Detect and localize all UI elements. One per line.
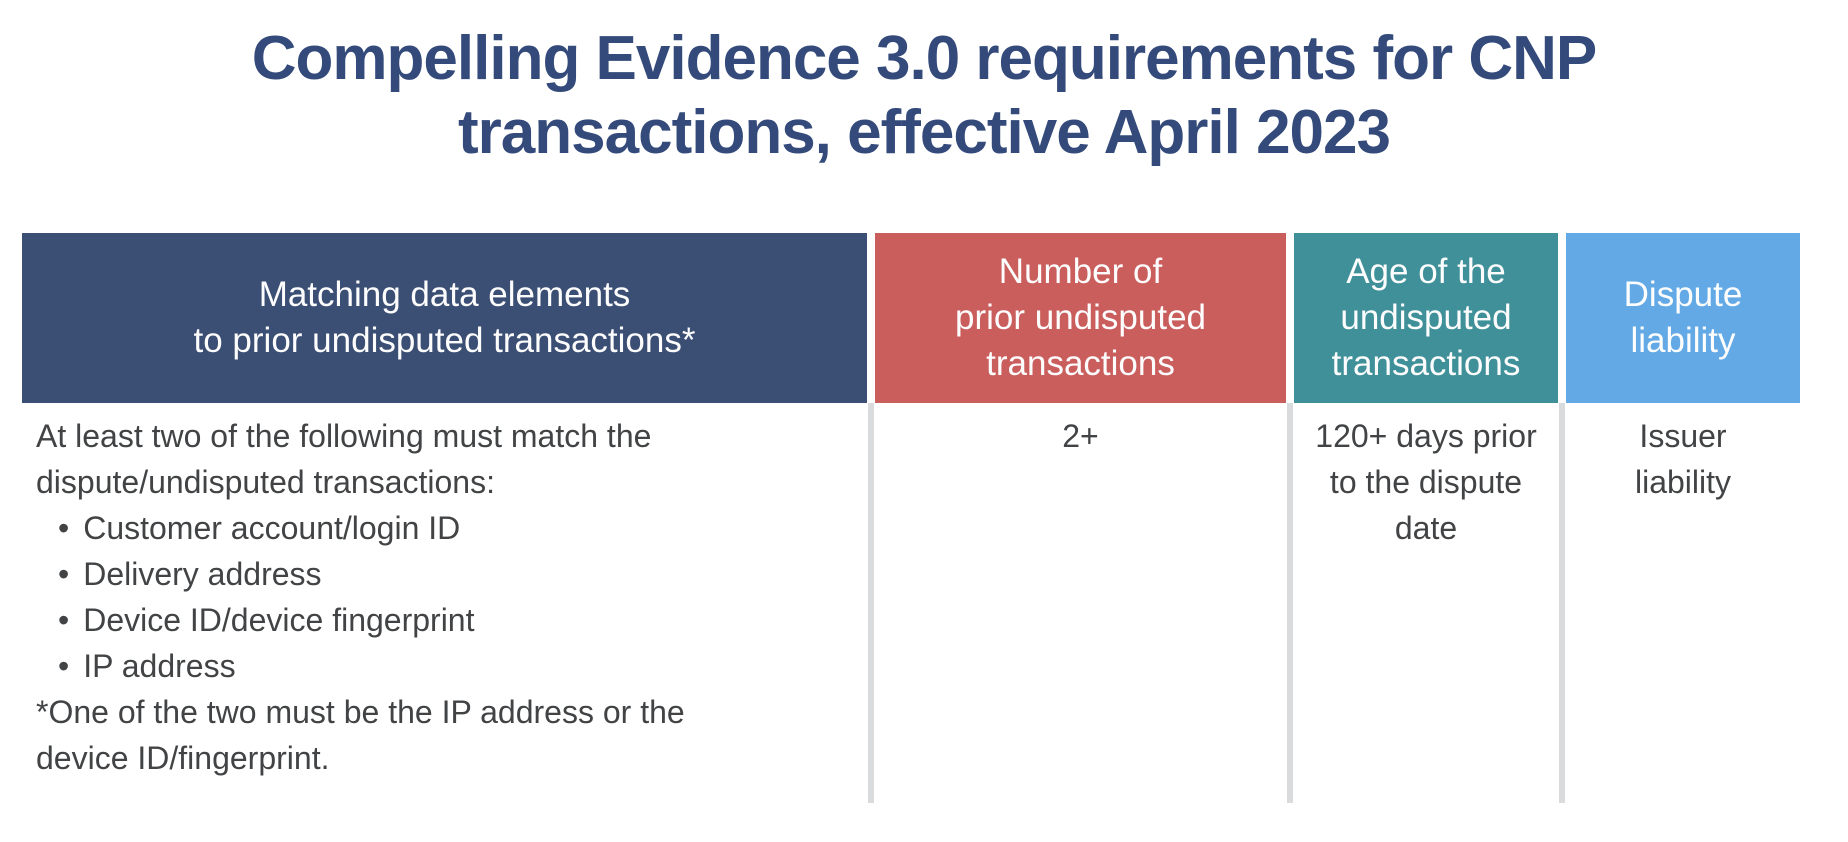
header-line: Age of the xyxy=(1346,252,1506,291)
cell-transaction-age xyxy=(1294,403,1558,803)
matching-bullet-item xyxy=(36,551,807,597)
page-title-line-2: transactions, effective April 2023 xyxy=(458,98,1390,167)
column-header-number-of-prior-undisputed-transactions xyxy=(875,233,1286,403)
bullet-text: Delivery address xyxy=(83,556,322,592)
bullet-text: IP address xyxy=(83,648,236,684)
column-divider xyxy=(1287,403,1293,803)
requirements-table xyxy=(22,233,1800,803)
header-line: Number of xyxy=(998,252,1163,291)
header-line: liability xyxy=(1630,321,1736,360)
bullet-icon: • xyxy=(58,510,70,546)
cell-number-of-transactions xyxy=(875,403,1286,803)
dispute-liability-line: Issuer xyxy=(1639,418,1727,454)
column-header-dispute-liability xyxy=(1566,233,1800,403)
page-title xyxy=(0,22,1848,170)
header-line: Matching data elements xyxy=(258,275,631,314)
matching-bullet-item xyxy=(36,505,807,551)
transaction-age-line: date xyxy=(1394,510,1458,546)
bullet-icon: • xyxy=(58,556,70,592)
column-divider xyxy=(1559,403,1565,803)
header-line: undisputed xyxy=(1340,298,1512,337)
dispute-liability-line: liability xyxy=(1634,464,1732,500)
bullet-icon: • xyxy=(58,648,70,684)
matching-intro-line: At least two of the following must match the xyxy=(36,418,652,454)
table-body-row xyxy=(22,403,1800,803)
transaction-age-line: to the dispute xyxy=(1329,464,1523,500)
matching-intro-line: dispute/undisputed transactions: xyxy=(36,464,495,500)
matching-footnote-line: device ID/fingerprint. xyxy=(36,740,330,776)
cell-matching-criteria xyxy=(22,403,867,803)
matching-footnote-line: *One of the two must be the IP address or the xyxy=(36,694,685,730)
header-line: transactions xyxy=(1331,344,1521,383)
transaction-count-value: 2+ xyxy=(1062,418,1099,454)
bullet-text: Device ID/device fingerprint xyxy=(83,602,475,638)
column-header-matching-data-elements xyxy=(22,233,867,403)
header-line: transactions xyxy=(986,344,1175,383)
cell-dispute-liability xyxy=(1566,403,1800,803)
column-divider xyxy=(868,403,874,803)
table-header-row xyxy=(22,233,1800,403)
header-line: prior undisputed xyxy=(955,298,1206,337)
bullet-icon: • xyxy=(58,602,70,638)
transaction-age-line: 120+ days prior xyxy=(1315,418,1537,454)
matching-bullet-item xyxy=(36,643,807,689)
header-line: to prior undisputed transactions* xyxy=(193,321,696,360)
matching-bullet-item xyxy=(36,597,807,643)
bullet-text: Customer account/login ID xyxy=(83,510,461,546)
header-line: Dispute xyxy=(1623,275,1743,314)
page-title-line-1: Compelling Evidence 3.0 requirements for CNP xyxy=(251,24,1597,93)
column-header-age-of-undisputed-transactions xyxy=(1294,233,1558,403)
